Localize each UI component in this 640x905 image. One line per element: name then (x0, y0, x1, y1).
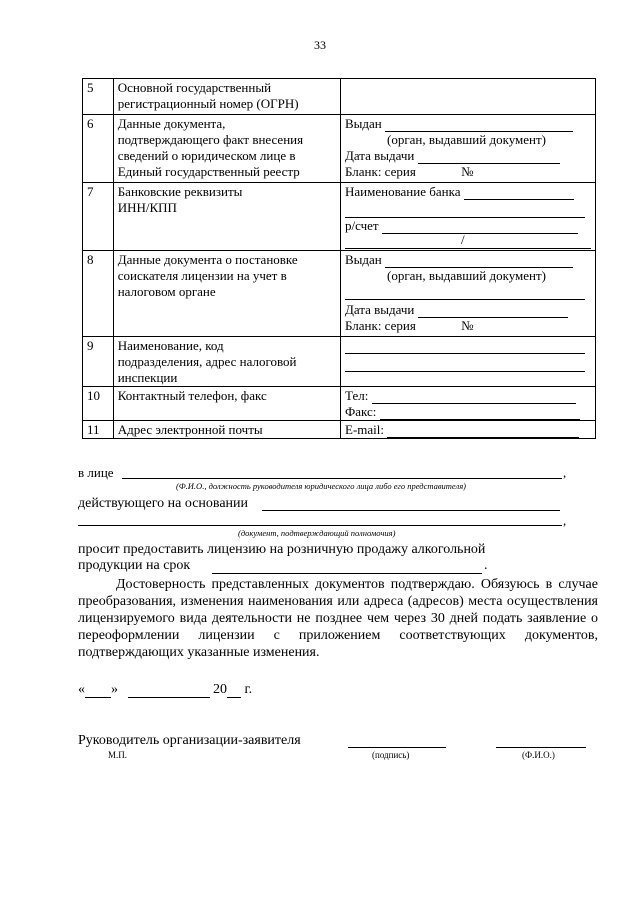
email-input[interactable] (387, 423, 579, 438)
representative-caption: (Ф.И.О., должность руководителя юридического лица либо его представителя) (176, 481, 466, 491)
row-label: Наименование, код подразделения, адрес налоговой инспекции (113, 337, 340, 387)
representative-input[interactable] (122, 478, 562, 479)
row-number: 11 (83, 421, 114, 439)
tax-office-line-1[interactable] (345, 338, 585, 354)
egrul-document-fields: Выдан (орган, выдавший документ) Дата выдачи Бланк: серия № (341, 115, 596, 183)
contact-fields: Тел: Факс: (341, 387, 596, 421)
acting-basis-caption: (документ, подтверждающий полномочия) (238, 528, 396, 538)
row-number: 8 (83, 251, 114, 337)
phone-input[interactable] (372, 389, 576, 404)
table-row (83, 115, 596, 183)
issue-date-input[interactable] (418, 149, 560, 164)
declaration-paragraph: Достоверность представленных документов подтверждаю. Обязуюсь в случае преобразования, изменения наименования или адреса (адресов) места осуществления лицензируемого вида деятельности не позднее чем через 30 дней подать заявление о переоформлении лицензии с приложением соответствующих документов, подтверждающих указанные изменения. (78, 577, 598, 660)
row-number: 5 (83, 79, 114, 115)
inn-kpp-input[interactable]: / (345, 234, 591, 249)
email-fields: E-mail: (341, 421, 596, 439)
fax-input[interactable] (380, 405, 580, 420)
row-label: Основной государственный регистрационный номер (ОГРН) (113, 79, 340, 115)
page-number: 33 (314, 38, 326, 52)
bank-name-input[interactable] (464, 185, 574, 200)
license-term-input[interactable] (212, 573, 482, 574)
row-label: Данные документа о постановке соискателя лицензии на учет в налоговом органе (113, 251, 340, 337)
tax-issue-date-input[interactable] (418, 303, 568, 318)
table-row (83, 387, 596, 421)
table-row (83, 421, 596, 439)
signature-title: Руководитель организации-заявителя (78, 733, 301, 748)
tax-registration-fields: Выдан (орган, выдавший документ) Дата выдачи Бланк: серия № (341, 251, 596, 337)
account-input[interactable] (382, 219, 578, 234)
issued-by-input[interactable] (385, 117, 573, 132)
row-label: Данные документа, подтверждающего факт внесения сведений о юридическом лице в Единый государственный реестр (113, 115, 340, 183)
acting-basis-input-line-2[interactable] (78, 525, 562, 526)
row-number: 10 (83, 387, 114, 421)
tax-office-fields (341, 337, 596, 387)
table-row (83, 337, 596, 387)
row-number: 6 (83, 115, 114, 183)
table-row (83, 79, 596, 115)
row-label: Адрес электронной почты (113, 421, 340, 439)
request-term-label: продукции на срок (78, 558, 191, 573)
year-input[interactable] (227, 685, 241, 698)
row-label: Банковские реквизиты ИНН/КПП (113, 183, 340, 251)
row-label: Контактный телефон, факс (113, 387, 340, 421)
application-form-table (82, 78, 596, 439)
tax-issued-by-input[interactable] (385, 253, 573, 268)
row-number: 9 (83, 337, 114, 387)
bank-name-line-2[interactable] (345, 202, 585, 218)
ogrn-field[interactable] (341, 79, 596, 115)
bank-details-fields: Наименование банка р/счет / (341, 183, 596, 251)
signer-name-input[interactable] (496, 747, 586, 748)
request-text: просит предоставить лицензию на розничную продажу алкогольной (78, 542, 486, 557)
issuer-hint: (орган, выдавший документ) (387, 132, 546, 147)
signature-input[interactable] (348, 747, 446, 748)
signature-caption: (подпись) (372, 750, 410, 760)
tax-issued-by-line-2[interactable] (345, 284, 585, 300)
day-input[interactable] (85, 685, 111, 698)
represented-by-label: в лице (78, 465, 114, 480)
table-row (83, 183, 596, 251)
date-line: « » 20 г. (78, 682, 253, 697)
stamp-place: М.П. (108, 750, 128, 760)
table-row (83, 251, 596, 337)
signer-name-caption: (Ф.И.О.) (522, 750, 555, 760)
row-number: 7 (83, 183, 114, 251)
acting-basis-input[interactable] (262, 510, 560, 511)
issuer-hint: (орган, выдавший документ) (387, 268, 546, 283)
tax-office-line-2[interactable] (345, 356, 585, 372)
month-input[interactable] (128, 685, 210, 698)
acting-basis-label: действующего на основании (78, 496, 249, 511)
